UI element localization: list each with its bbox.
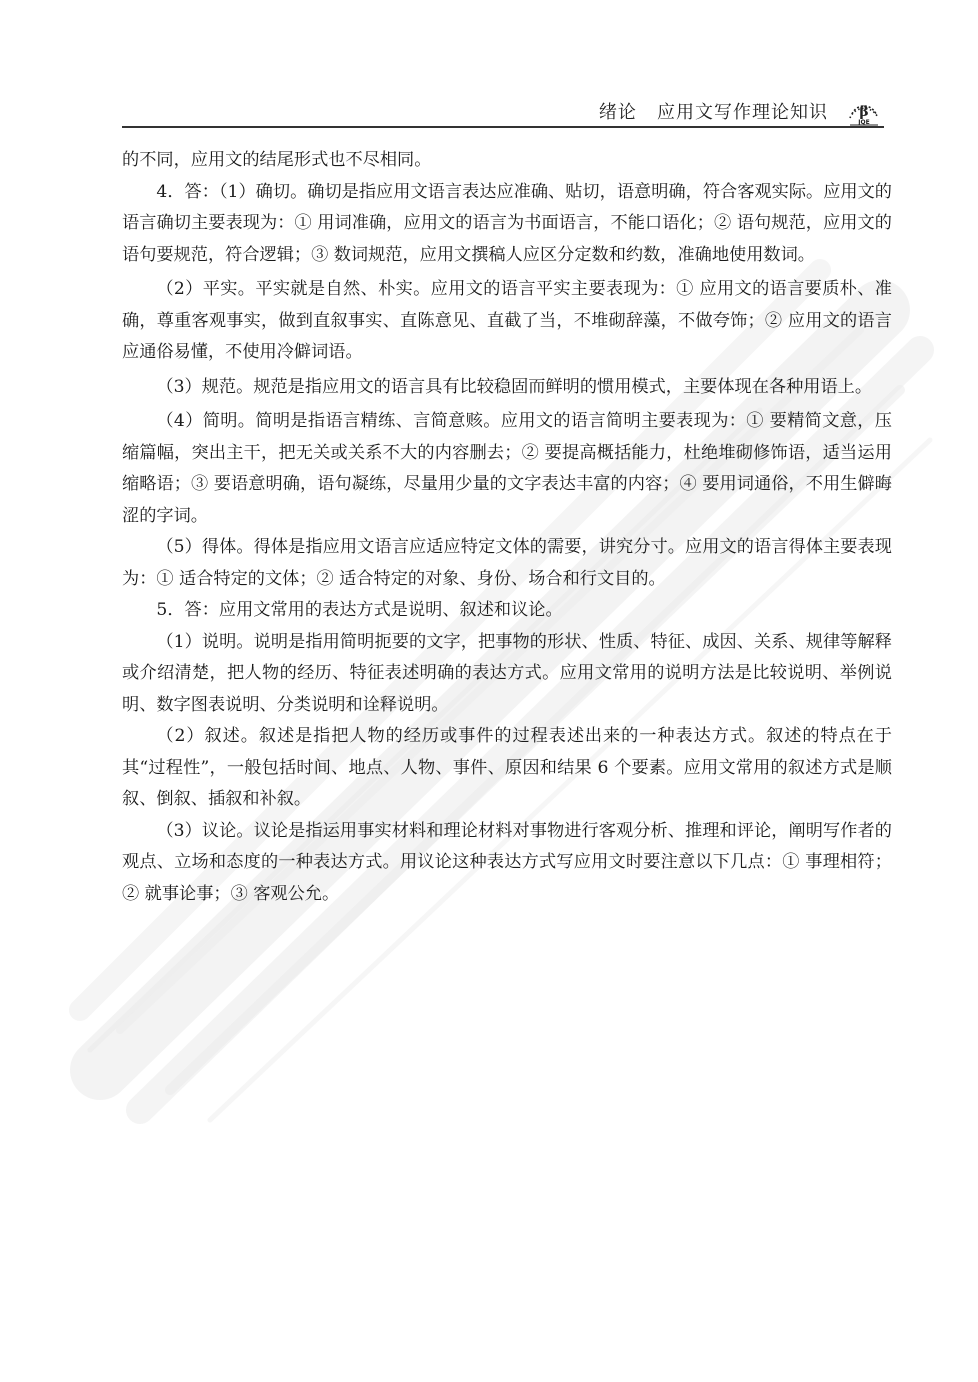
chapter-title: 应用文写作理论知识 — [657, 102, 828, 123]
answer-4-item-2-paragraph: （2）平实。平实就是自然、朴实。应用文的语言平实主要表现为：① 应用文的语言要质朴、准确，尊重客观事实，做到直叙事实、直陈意见、直截了当，不堆砌辞藻，不做夸饰；② 应用文的语言应通俗易懂，不使用冷僻词语。 — [122, 279, 892, 362]
running-header — [599, 98, 828, 124]
chapter-label: 绪论 — [598, 102, 637, 123]
svg-text:β: β — [859, 104, 869, 120]
publisher-logo-icon — [846, 92, 882, 126]
answer-5-item-2-paragraph: （2）叙述。叙述是指把人物的经历或事件的过程表述出来的一种表达方式。叙述的特点在于其“过程性”，一般包括时间、地点、人物、事件、原因和结果 6 个要素。应用文常用的叙述方式是顺叙、倒叙、插叙和补叙。 — [122, 726, 892, 809]
svg-text:JQE: JQE — [858, 119, 870, 126]
answer-4-item-5-paragraph: （5）得体。得体是指应用文语言应适应特定文体的需要，讲究分寸。应用文的语言得体主要表现为：① 适合特定的文体；② 适合特定的对象、身份、场合和行文目的。 — [122, 537, 892, 589]
answer-4-paragraph: 4．答：（1）确切。确切是指应用文语言表达应准确、贴切，语意明确，符合客观实际。应用文的语言确切主要表现为：① 用词准确，应用文的语言为书面语言，不能口语化；② 语句规范，应用文的语句要规范，符合逻辑；③ 数词规范，应用文撰稿人应区分定数和约数，准确地使用数词。 — [122, 181, 892, 265]
answer-5-item-1-paragraph: （1）说明。说明是指用简明扼要的文字，把事物的形状、性质、特征、成因、关系、规律等解释或介绍清楚，把人物的经历、特征表述明确的表达方式。应用文常用的说明方法是比较说明、举例说明、数字图表说明、分类说明和诠释说明。 — [122, 631, 892, 715]
answer-4-item-3-paragraph: （3）规范。规范是指应用文的语言具有比较稳固而鲜明的惯用模式，主要体现在各种用语上。 — [156, 376, 873, 397]
page-header — [122, 94, 884, 128]
answer-4-item-4-paragraph: （4）简明。简明是指语言精练、言简意赅。应用文的语言简明主要表现为：① 要精简文意，压缩篇幅，突出主干，把无关或关系不大的内容删去；② 要提高概括能力，杜绝堆砌修饰语，适当运用缩略语；③ 要语意明确，语句凝练，尽量用少量的文字表达丰富的内容；④ 要用词通俗，不用生僻晦涩的字词。 — [122, 411, 892, 526]
paragraph-continuation: 的不同，应用文的结尾形式也不尽相同。 — [122, 150, 432, 170]
document-body — [122, 145, 892, 910]
answer-5-paragraph: 5．答：应用文常用的表达方式是说明、叙述和议论。 — [156, 600, 563, 620]
answer-5-item-3-paragraph: （3）议论。议论是指运用事实材料和理论材料对事物进行客观分析、推理和评论，阐明写作者的观点、立场和态度的一种表达方式。用议论这种表达方式写应用文时要注意以下几点：① 事理相符；② 就事论事；③ 客观公允。 — [122, 820, 892, 904]
